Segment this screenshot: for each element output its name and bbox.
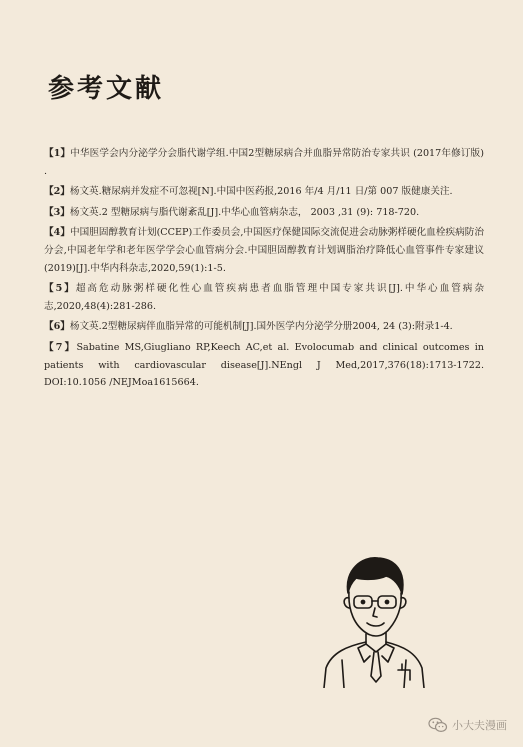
reference-item [44,145,484,180]
reference-text: 杨文英.2 型糖尿病与脂代谢紊乱[J].中华心血管病杂志， 2003 ,31 (9): 718-720. [69,206,420,218]
doctor-portrait-illustration [318,548,428,688]
reference-item [44,339,484,392]
reference-item [44,318,484,336]
reference-item [44,204,484,222]
reference-list [44,145,484,395]
reference-text: 超高危动脉粥样硬化性心血管疾病患者血脂管理中国专家共识[J].中华心血管病杂志,2020,48(4):281-286. [44,283,484,312]
wechat-icon [428,717,448,733]
reference-item [44,280,484,315]
reference-text: 中华医学会内分泌学分会脂代谢学组.中国2型糖尿病合并血脂异常防治专家共识 (2017年修订版) . [44,148,484,177]
reference-text: 杨文英.糖尿病并发症不可忽视[N].中国中医药报,2016 年/4 月/11 日/第 007 版健康关注. [69,186,453,198]
reference-number: 【3】 [44,206,70,218]
watermark-text: 小大夫漫画 [452,719,507,732]
reference-text: Sabatine MS,Giugliano RP,Keech AC,et al. Evolocumab and clinical outcomes in patients with cardiovascular disease[J].NEngl J Med,2017,376(18):1713-1722. DOI:10.1056 /NEJMoa1615664. [44,341,484,389]
reference-text: 中国胆固醇教育计划(CCEP)工作委员会,中国医疗保健国际交流促进会动脉粥样硬化血栓疾病防治分会,中国老年学和老年医学学会心血管病分会.中国胆固醇教育计划调脂治疗降低心血管事件专家建议(2019)[J].中华内科杂志,2020,59(1):1-5. [44,227,484,274]
reference-number: 【7】 [44,341,77,353]
reference-item [44,183,484,201]
reference-number: 【4】 [44,227,70,239]
page-title: 参考文献 [48,74,165,104]
reference-item [44,224,484,277]
reference-number: 【5】 [44,283,76,295]
reference-number: 【6】 [44,321,70,333]
watermark [428,717,507,733]
reference-text: 杨文英.2型糖尿病伴血脂异常的可能机制[J].国外医学内分泌学分册2004, 24 (3):附录1-4. [69,321,453,333]
reference-number: 【2】 [44,186,70,198]
reference-number: 【1】 [44,148,71,159]
